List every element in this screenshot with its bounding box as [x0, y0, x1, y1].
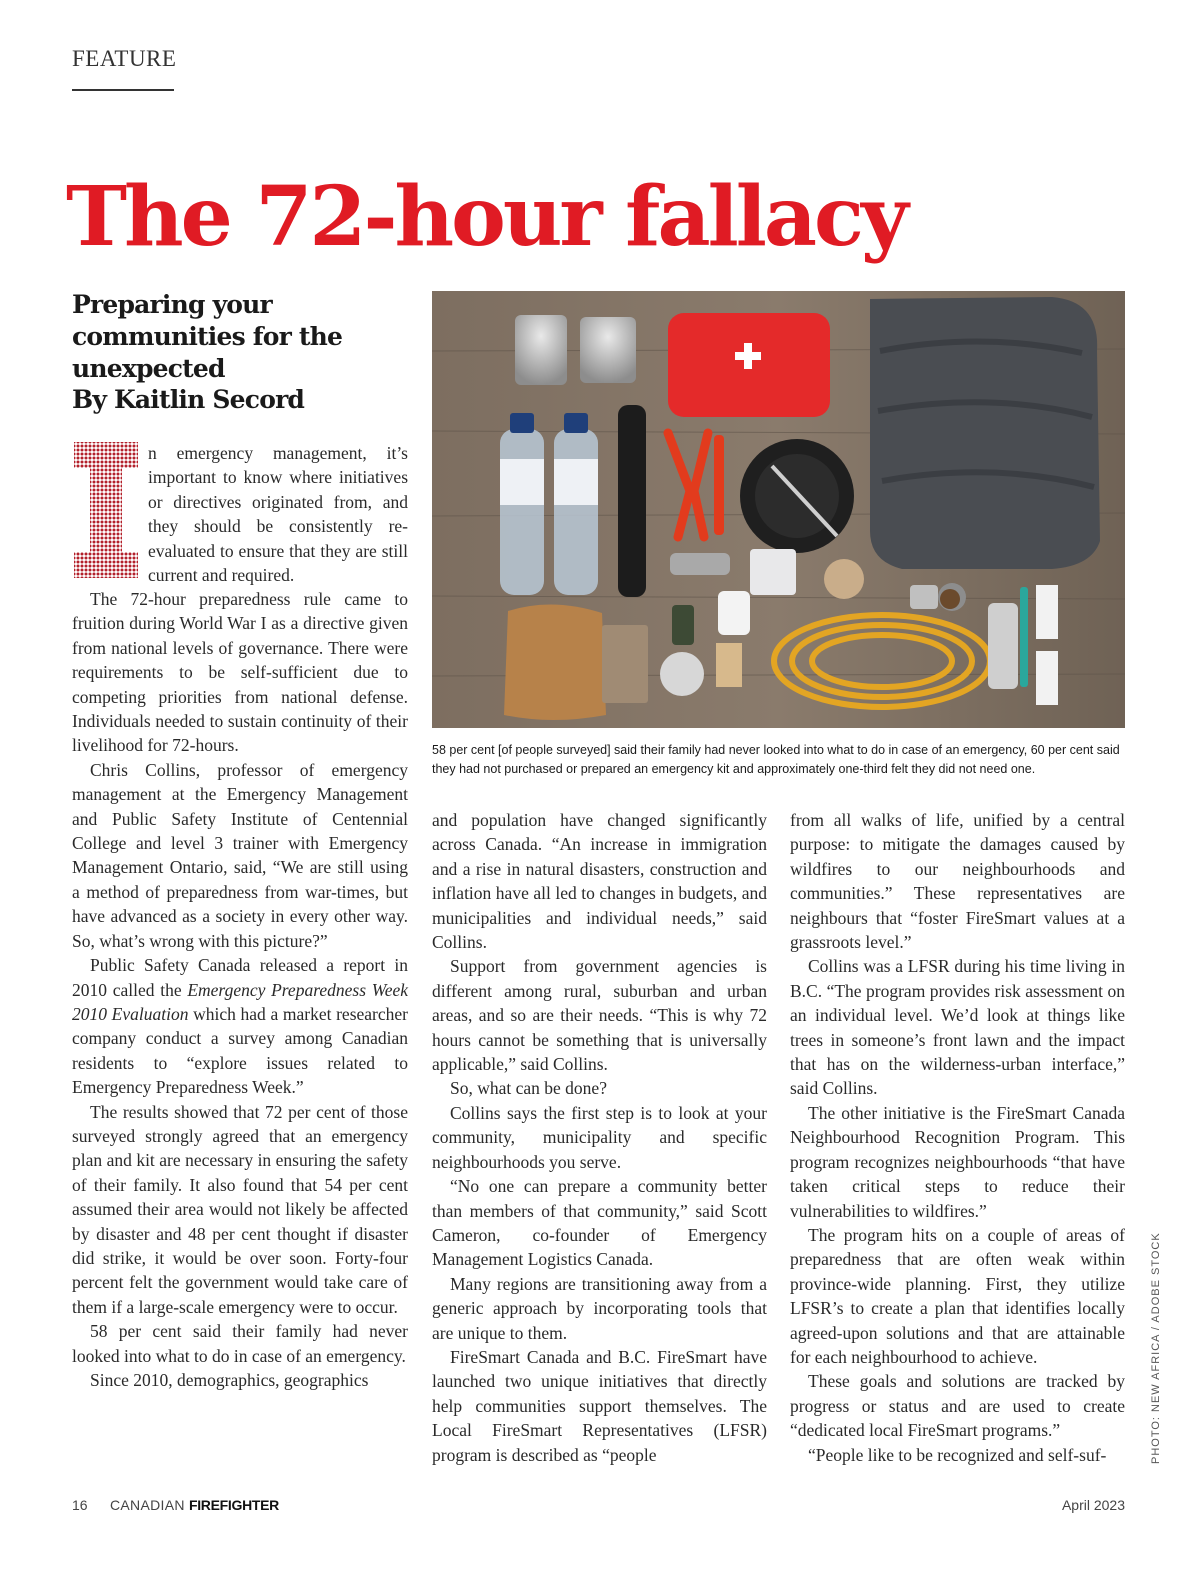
dropcap-letter: [72, 440, 140, 580]
multitool: [670, 553, 730, 575]
pill-jar: [718, 591, 750, 635]
headline: The 72-hour fallacy: [66, 169, 906, 265]
paragraph: The other initiative is the FireSmart Canada Neighbourhood Recognition Program. This program recognizes neighbourhoods “that have taken critical steps to reduce their vulnerabilities to wildfires.”: [790, 1102, 1125, 1221]
toothpaste: [988, 603, 1018, 689]
screwdriver: [714, 435, 724, 535]
article-column-3: [790, 808, 1125, 1467]
intro-paragraph: n emergency management, it’s important to know where initiatives or directives originated from, and they should be consistently re-evaluated to ensure that they are still current and required.: [148, 443, 408, 586]
issue-date: April 2023: [1061, 1497, 1125, 1513]
paragraph: 58 per cent said their family had never looked into what to do in case of an emergency.: [72, 1321, 408, 1366]
paragraph: The 72-hour preparedness rule came to fruition during World War I as a directive given from national levels of governance. There were requirements to be self-sufficient due to competing priorities from national defense. Individuals needed to sustain continuity of their livelihood for 72-hours.: [72, 589, 408, 756]
page-number: 16: [72, 1497, 88, 1513]
water-bottle: [554, 413, 598, 595]
photo-credit: PHOTO: NEW AFRICA / ADOBE STOCK: [1150, 1232, 1162, 1464]
paragraph: from all walks of life, unified by a central purpose: to mitigate the damages caused by wildfires to our neighbourhoods and communities.” These representatives are neighbours that “foster FireSmart values at a grassroots level.”: [790, 810, 1125, 953]
compass-small: [940, 589, 960, 609]
section-divider: [72, 89, 174, 91]
subhead: Preparing your communities for the unexpected: [72, 290, 343, 383]
paragraph: Collins says the first step is to look at your community, municipality and specific neighbourhoods you serve.: [432, 1102, 767, 1172]
toothbrush: [1020, 587, 1028, 687]
tin-can: [580, 317, 636, 383]
matchbox: [716, 643, 742, 687]
paragraph: “No one can prepare a community better than members of that community,” said Scott Cameron, co-founder of Emergency Management Logistics Canada.: [432, 1176, 767, 1270]
sleeping-bag: [870, 297, 1100, 569]
paragraph: Public Safety Canada released a report in 2010 called the Emergency Preparedness Week 2010 Evaluation which had a market researcher company conduct a survey among Canadian residents to “explore issues related to Emergency Preparedness Week.”: [72, 955, 409, 1098]
paragraph: So, what can be done?: [450, 1078, 607, 1099]
paragraph: The program hits on a couple of areas of preparedness that are often weak within province-wide planning. First, they utilize LFSR’s to create a plan that identifies locally agreed-upon solutions and that are attainable for each neighbourhood to achieve.: [790, 1224, 1125, 1367]
ration-bars: [602, 625, 648, 703]
paragraph: The results showed that 72 per cent of those surveyed strongly agreed that an emergency plan and kit are necessary in ensuring the safety of their family. It also found that 54 per cent assumed their area would not likely be affected by disaster and 48 per cent thought if disaster did strike, it would be over soon. Forty-four percent felt the government would take care of them if a large-scale emergency were to occur.: [72, 1101, 408, 1317]
paragraph: FireSmart Canada and B.C. FireSmart have launched two unique initiatives that directly help communities support themselves. The Local FireSmart Representatives (LFSR) program is described as “people: [432, 1346, 767, 1465]
paragraph: Since 2010, demographics, geographics: [90, 1370, 369, 1390]
photo-caption: 58 per cent [of people surveyed] said their family had never looked into what to do in case of an emergency, 60 per cent said they had not purchased or prepared an emergency kit and approximately one-third felt they did not need one.: [432, 743, 1120, 776]
tape-roll: [824, 559, 864, 599]
magazine-name: CANADIAN FIREFIGHTER: [110, 1497, 279, 1513]
paragraph: Collins was a LFSR during his time living in B.C. “The program provides risk assessment on an individual level. We’d look at things like trees in someone’s front lawn and the impact that has on the wilderness-urban interface,” said Collins.: [790, 956, 1125, 1099]
medication-pack: [750, 549, 796, 595]
compass: [660, 652, 704, 696]
article-column-1: [72, 587, 408, 1392]
water-bottle: [500, 413, 544, 595]
paragraph: Many regions are transitioning away from a generic approach by incorporating tools that are unique to them.: [432, 1273, 767, 1343]
emergency-kit-photo: [432, 291, 1125, 728]
byline: By Kaitlin Secord: [72, 385, 305, 414]
paragraph: “People like to be recognized and self-suf-: [808, 1444, 1107, 1465]
tin-can: [515, 315, 567, 385]
paragraph: Support from government agencies is different among rural, suburban and urban areas, and so are their needs. “This is why 72 hours cannot be something that is universally applicable,” said Collins.: [432, 956, 767, 1075]
paragraph: These goals and solutions are tracked by progress or status and are used to create “dedicated local FireSmart programs.”: [790, 1371, 1125, 1441]
food-bag: [504, 604, 606, 720]
report-title: Emergency Preparedness Week 2010 Evaluation: [72, 979, 409, 1024]
flashlight: [618, 405, 646, 597]
article-column-2: [432, 808, 767, 1467]
paragraph: and population have changed significantly across Canada. “An increase in immigration and a rise in natural disasters, construction and inflation have all led to changes in budgets, and municipalities and individual needs,” said Collins.: [432, 810, 767, 953]
section-label: FEATURE: [72, 46, 177, 71]
paragraph: Chris Collins, professor of emergency management at the Emergency Management and Public Safety Institute of Centennial College and level 3 trainer with Emergency Management Ontario, said, “We are still using a method of preparedness from war-times, but have advanced as a society in every other way. So, what’s wrong with this picture?”: [72, 759, 408, 951]
